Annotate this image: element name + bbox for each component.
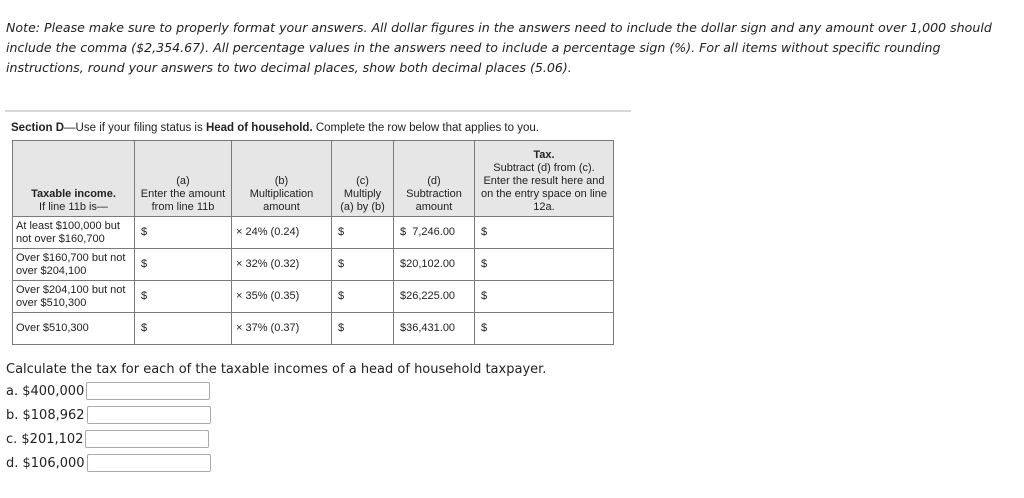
amount-a-cell: $ bbox=[135, 313, 232, 345]
formatting-note: Note: Please make sure to properly format your answers. All dollar figures in the answers need to include the dollar sign and any amount over 1,000 should include the comma ($2,354.67). All percentage values in the answers need to include a percentage sign (%). For all items without specific rounding instructions, round your answers to two decimal places, show both decimal places (5.06). bbox=[6, 20, 992, 75]
table-header-row bbox=[13, 141, 614, 217]
amount-a-cell: $ bbox=[135, 281, 232, 313]
multiplier-cell: × 24% (0.24) bbox=[232, 217, 332, 249]
section-dash-text: —Use if your filing status is bbox=[64, 122, 206, 134]
header-col-b bbox=[232, 141, 332, 217]
tax-table bbox=[12, 140, 614, 345]
product-c-cell: $ bbox=[332, 281, 394, 313]
header-col-b-text: Multiplication amount bbox=[249, 188, 314, 213]
section-title bbox=[11, 122, 539, 134]
section-suffix: Complete the row below that applies to you. bbox=[312, 122, 539, 134]
header-col-c bbox=[332, 141, 394, 217]
header-col-d bbox=[394, 141, 475, 217]
answer-input-b[interactable] bbox=[87, 406, 211, 424]
header-taxable-income-title: Taxable income. bbox=[31, 188, 116, 200]
answer-input-d[interactable] bbox=[87, 454, 211, 472]
subtraction-d-cell: $36,431.00 bbox=[394, 313, 475, 345]
answer-row-c bbox=[6, 428, 209, 450]
income-range-cell: Over $160,700 but not over $204,100 bbox=[13, 249, 135, 281]
answer-label-c: c. $201,102 bbox=[6, 431, 84, 447]
filing-status: Head of household. bbox=[205, 122, 313, 134]
answer-row-b bbox=[6, 404, 211, 426]
answer-label-d: d. $106,000 bbox=[6, 455, 85, 471]
multiplier-cell: × 37% (0.37) bbox=[232, 313, 332, 345]
answer-input-c[interactable] bbox=[85, 430, 209, 448]
subtraction-d-cell: $20,102.00 bbox=[394, 249, 475, 281]
header-col-a-text: Enter the amount from line 11b bbox=[140, 188, 226, 213]
table-row bbox=[13, 281, 614, 313]
table-row bbox=[13, 249, 614, 281]
answer-input-a[interactable] bbox=[86, 382, 210, 400]
answer-row-d bbox=[6, 452, 211, 474]
amount-a-cell: $ bbox=[135, 217, 232, 249]
header-col-a-letter: (a) bbox=[176, 175, 190, 187]
question-text: Calculate the tax for each of the taxable incomes of a head of household taxpayer. bbox=[6, 362, 547, 377]
header-tax-title: Tax. bbox=[533, 149, 555, 161]
product-c-cell: $ bbox=[332, 249, 394, 281]
header-col-b-letter: (b) bbox=[274, 175, 289, 187]
multiplier-cell: × 32% (0.32) bbox=[232, 249, 332, 281]
header-col-c-text: Multiply (a) by (b) bbox=[340, 188, 385, 213]
income-range-cell: Over $510,300 bbox=[13, 313, 135, 345]
multiplier-cell: × 35% (0.35) bbox=[232, 281, 332, 313]
answer-label-a: a. $400,000 bbox=[6, 383, 85, 399]
income-range-cell: At least $100,000 but not over $160,700 bbox=[13, 217, 135, 249]
header-col-d-text: Subtraction amount bbox=[406, 188, 462, 213]
tax-result-cell: $ bbox=[475, 281, 614, 313]
subtraction-d-cell: $ 7,246.00 bbox=[394, 217, 475, 249]
table-row bbox=[13, 313, 614, 345]
header-col-a bbox=[135, 141, 232, 217]
tax-result-cell: $ bbox=[475, 313, 614, 345]
header-taxable-income bbox=[13, 141, 135, 217]
income-range-cell: Over $204,100 but not over $510,300 bbox=[13, 281, 135, 313]
subtraction-d-cell: $26,225.00 bbox=[394, 281, 475, 313]
tax-result-cell: $ bbox=[475, 217, 614, 249]
header-taxable-income-sub: If line 11b is— bbox=[39, 201, 108, 213]
answer-label-b: b. $108,962 bbox=[6, 407, 85, 423]
product-c-cell: $ bbox=[332, 217, 394, 249]
tax-result-cell: $ bbox=[475, 249, 614, 281]
table-row bbox=[13, 217, 614, 249]
section-prefix: Section D bbox=[11, 122, 65, 134]
product-c-cell: $ bbox=[332, 313, 394, 345]
header-tax-text: Subtract (d) from (c). Enter the result here and on the entry space on line 12a. bbox=[481, 162, 607, 213]
answer-row-a bbox=[6, 380, 210, 402]
amount-a-cell: $ bbox=[135, 249, 232, 281]
header-col-d-letter: (d) bbox=[427, 175, 441, 187]
header-tax bbox=[475, 141, 614, 217]
header-col-c-letter: (c) bbox=[356, 175, 369, 187]
tax-computation-figure bbox=[5, 110, 631, 352]
